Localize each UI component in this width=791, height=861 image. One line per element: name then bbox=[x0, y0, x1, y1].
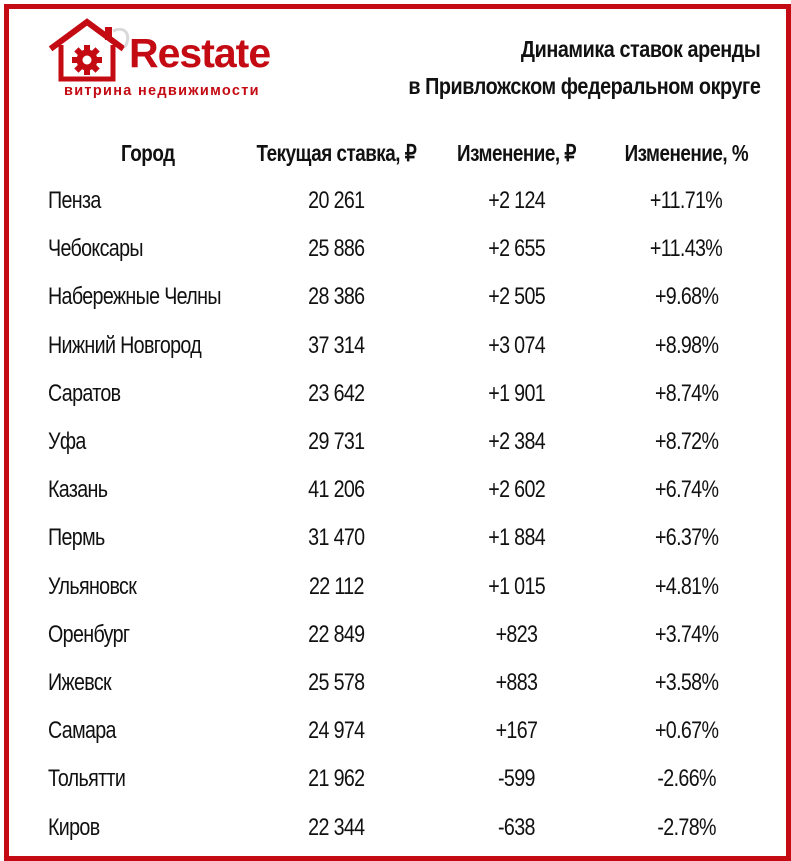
change-rub-cell: +2 602 bbox=[488, 476, 545, 504]
change-pct-cell: +0.67% bbox=[654, 717, 719, 745]
restate-logo bbox=[47, 17, 327, 107]
change-pct-cell: +4.81% bbox=[654, 572, 719, 600]
city-cell: Уфа bbox=[48, 428, 86, 456]
current-rate-cell: 31 470 bbox=[308, 524, 365, 552]
table-row bbox=[39, 273, 774, 321]
table-row bbox=[39, 370, 774, 418]
table-row bbox=[39, 177, 774, 225]
table-row bbox=[39, 803, 774, 851]
table-row bbox=[39, 322, 774, 370]
city-cell: Оренбург bbox=[48, 620, 130, 648]
rent-rates-table bbox=[39, 129, 774, 852]
change-rub-cell: +167 bbox=[495, 717, 538, 745]
current-rate-cell: 29 731 bbox=[308, 428, 365, 456]
table-row bbox=[39, 514, 774, 562]
current-rate-cell: 41 206 bbox=[308, 476, 365, 504]
header-change-pct: Изменение, % bbox=[624, 139, 749, 166]
change-pct-cell: +6.37% bbox=[654, 524, 719, 552]
infographic-frame bbox=[4, 4, 791, 861]
change-pct-cell: +3.74% bbox=[654, 620, 719, 648]
current-rate-cell: 20 261 bbox=[308, 187, 365, 215]
city-cell: Пермь bbox=[48, 524, 105, 552]
change-pct-cell: +11.71% bbox=[650, 187, 723, 215]
current-rate-cell: 25 578 bbox=[308, 668, 365, 696]
city-cell: Нижний Новгород bbox=[48, 331, 202, 359]
city-cell: Тольятти bbox=[48, 765, 126, 793]
change-rub-cell: +2 655 bbox=[488, 235, 545, 263]
current-rate-cell: 23 642 bbox=[308, 379, 365, 407]
table-body bbox=[39, 177, 774, 852]
change-pct-cell: -2.78% bbox=[657, 813, 716, 841]
current-rate-cell: 24 974 bbox=[308, 717, 365, 745]
change-pct-cell: +11.43% bbox=[650, 235, 723, 263]
change-rub-cell: +2 384 bbox=[488, 428, 545, 456]
change-pct-cell: -2.66% bbox=[657, 765, 716, 793]
change-rub-cell: +1 884 bbox=[488, 524, 545, 552]
table-row bbox=[39, 707, 774, 755]
house-gear-icon bbox=[47, 17, 131, 83]
header-change-rub: Изменение, ₽ bbox=[457, 139, 576, 166]
city-cell: Киров bbox=[48, 813, 100, 841]
city-cell: Набережные Челны bbox=[48, 283, 221, 311]
change-pct-cell: +3.58% bbox=[654, 668, 719, 696]
change-rub-cell: -638 bbox=[498, 813, 535, 841]
change-pct-cell: +8.74% bbox=[654, 379, 719, 407]
chart-title bbox=[408, 31, 760, 105]
table-row bbox=[39, 563, 774, 611]
current-rate-cell: 21 962 bbox=[308, 765, 365, 793]
title-line-1: Динамика ставок аренды bbox=[520, 36, 760, 62]
city-cell: Ижевск bbox=[48, 668, 112, 696]
city-cell: Пенза bbox=[48, 187, 101, 215]
change-pct-cell: +9.68% bbox=[654, 283, 719, 311]
city-cell: Ульяновск bbox=[48, 572, 137, 600]
city-cell: Казань bbox=[48, 476, 108, 504]
change-rub-cell: +1 015 bbox=[488, 572, 545, 600]
change-rub-cell: -599 bbox=[498, 765, 535, 793]
change-pct-cell: +8.72% bbox=[654, 428, 719, 456]
change-rub-cell: +1 901 bbox=[488, 379, 545, 407]
change-pct-cell: +8.98% bbox=[654, 331, 719, 359]
header-current-rate: Текущая ставка, ₽ bbox=[256, 139, 417, 166]
table-row bbox=[39, 611, 774, 659]
table-row bbox=[39, 466, 774, 514]
city-cell: Самара bbox=[48, 717, 116, 745]
header-city: Город bbox=[121, 139, 175, 166]
change-rub-cell: +2 124 bbox=[488, 187, 545, 215]
title-line-2: в Привложском федеральном округе bbox=[407, 73, 760, 99]
change-rub-cell: +883 bbox=[495, 668, 538, 696]
current-rate-cell: 37 314 bbox=[308, 331, 365, 359]
table-row bbox=[39, 225, 774, 273]
table-row bbox=[39, 418, 774, 466]
table-row bbox=[39, 755, 774, 803]
logo-wordmark: Restate bbox=[129, 30, 271, 76]
current-rate-cell: 22 112 bbox=[309, 572, 364, 600]
city-cell: Саратов bbox=[48, 379, 121, 407]
current-rate-cell: 25 886 bbox=[308, 235, 365, 263]
change-rub-cell: +823 bbox=[495, 620, 538, 648]
city-cell: Чебоксары bbox=[48, 235, 143, 263]
current-rate-cell: 28 386 bbox=[308, 283, 365, 311]
change-rub-cell: +2 505 bbox=[488, 283, 545, 311]
current-rate-cell: 22 849 bbox=[308, 620, 365, 648]
table-row bbox=[39, 659, 774, 707]
change-pct-cell: +6.74% bbox=[654, 476, 719, 504]
change-rub-cell: +3 074 bbox=[488, 331, 545, 359]
current-rate-cell: 22 344 bbox=[308, 813, 365, 841]
logo-tagline: витрина недвижимости bbox=[64, 83, 260, 99]
table-header-row bbox=[39, 129, 774, 177]
